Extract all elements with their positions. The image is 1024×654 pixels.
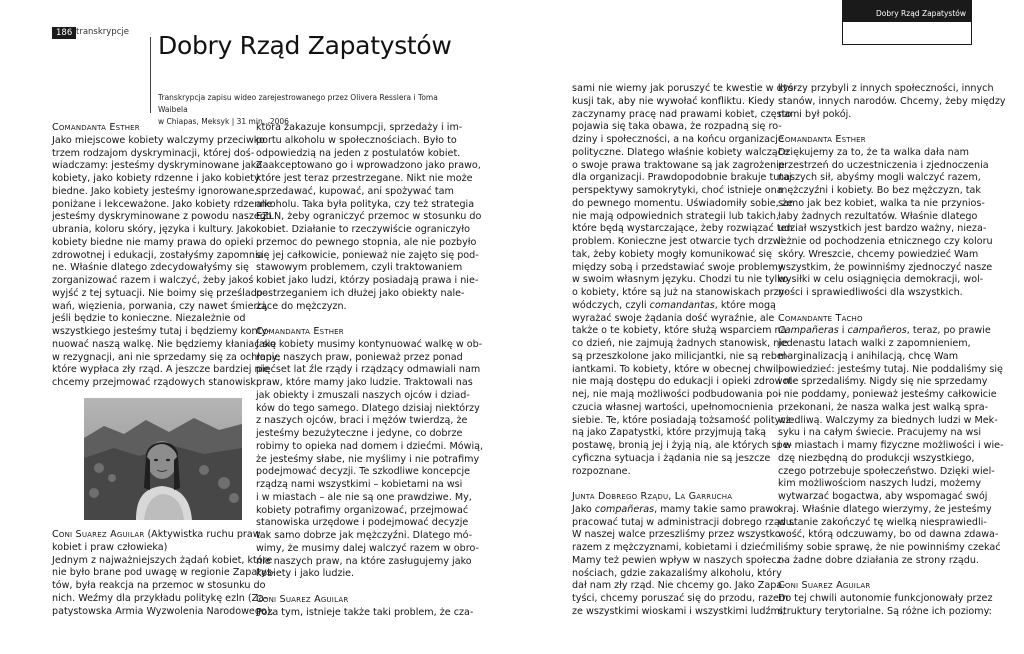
text-line: alkoholu. Taka była polityka, czy też strategia bbox=[256, 198, 475, 210]
text-line: dzę niezbędną do produkcji wszystkiego, bbox=[778, 452, 975, 464]
spacer bbox=[778, 300, 1006, 313]
text-line: nościach, gdzie zakazaliśmy alkoholu, który bbox=[572, 567, 782, 579]
text-line: tyści, chcemy poruszać się do przodu, razem bbox=[572, 593, 789, 604]
text-line: i w miastach i mamy fizyczne możliwości i wie- bbox=[778, 440, 1004, 451]
text-line: siebie. Te, które posiadają tożsamość politycz- bbox=[572, 414, 795, 426]
text-line: odpowiedzią na jeden z postulatów kobiet. bbox=[256, 147, 461, 159]
text-run: wódczych, czyli bbox=[572, 299, 650, 311]
text-line: kim możliwościom naszych ludzi, możemy bbox=[778, 478, 982, 490]
text-run: , teraz, po prawie bbox=[906, 325, 991, 337]
text-line: przekonani, że nasza walka jest walką spra- bbox=[778, 401, 989, 413]
text-line: się jej całkowicie, ponieważ nie zajęto się pod- bbox=[256, 249, 479, 261]
text-line: jedenastu latach walki z zapomnieniem, bbox=[778, 338, 971, 349]
text-line: stanowiska urzędowe i podejmować decyzje bbox=[256, 517, 469, 529]
header-box bbox=[842, 22, 972, 45]
italic-term: Campañeras bbox=[778, 325, 839, 337]
text-line: perspektywy samokrytyki, choć istnieje ona bbox=[572, 185, 783, 196]
meta-line: w Chiapas, Meksyk | 31 min., 2006 bbox=[158, 117, 289, 126]
text-line: czucia własnej wartości, upełnomocnienia bbox=[572, 401, 774, 413]
speaker-heading: Comandanta Esther bbox=[52, 122, 140, 133]
text-line: leżnie od pochodzenia etnicznego czy koloru bbox=[778, 236, 993, 247]
text-line: biedne. Jako kobiety jesteśmy ignorowane, bbox=[52, 185, 258, 197]
text-line: wiedliwą. Walczymy za biednych ludzi w Mek- bbox=[778, 414, 998, 426]
text-line: Jako kobiety musimy kontynuować walkę w ob- bbox=[256, 338, 483, 350]
text-line: kobiet i praw człowieka) bbox=[52, 541, 168, 553]
text-line: które będą wystarczające, żeby rozwiązać ten bbox=[572, 223, 793, 235]
text-line bbox=[778, 325, 1006, 338]
section-label: transkrypcje bbox=[76, 27, 129, 37]
text-line: nie naszych praw, na które zasługujemy jako bbox=[256, 555, 472, 567]
text-line: w rezygnacji, ani nie sprzedamy się za ochłapy, bbox=[52, 351, 281, 363]
speaker-role: (Aktywistka ruchu praw bbox=[144, 529, 261, 540]
italic-term: compañeras bbox=[594, 503, 655, 515]
speaker-heading: Comandante Tacho bbox=[778, 312, 863, 324]
text-run: Jako bbox=[572, 503, 595, 515]
text-line: cyficzna sytuacja i żądania nie są jeszcze bbox=[572, 452, 771, 464]
text-line: nami był pokój. bbox=[778, 108, 852, 120]
text-line: które jest teraz przestrzegane. Nikt nie może bbox=[256, 173, 473, 184]
text-line: patystowska Armia Wyzwolenia Narodowego), bbox=[52, 605, 274, 617]
text-line: Do tej chwili autonomie funkcjonowały przez bbox=[778, 593, 993, 604]
text-line: do pewnego momentu. Uświadomiły sobie, że bbox=[572, 197, 793, 209]
text-line: pracować tutaj w administracji dobrego rządu. bbox=[572, 516, 795, 528]
text-line: trzem rodzajom dyskryminacji, której doś- bbox=[52, 147, 255, 159]
text-line: kobiety potrafimy organizować, przejmować bbox=[256, 504, 469, 516]
text-line: kobiety biedne nie mamy prawa do opieki bbox=[52, 236, 254, 248]
text-line: która zakazuje konsumpcji, sprzedaży i im- bbox=[256, 122, 463, 133]
text-line: naszych sił, abyśmy mogli walczyć razem, bbox=[778, 172, 981, 184]
text-line: przestrzeń do uczestniczenia i zjednoczenia bbox=[778, 159, 989, 171]
text-line: stawowym problemem, czyli traktowaniem bbox=[256, 262, 463, 274]
title-rule bbox=[150, 37, 151, 113]
text-line: Jednym z najważniejszych żądań kobiet, które bbox=[52, 554, 273, 566]
text-line: dla organizacji. Prawdopodobnie brakuje tutaj bbox=[572, 172, 792, 184]
spacer bbox=[778, 121, 1006, 134]
text-line: skóry. Wreszcie, chcemy powiedzieć Wam bbox=[778, 248, 979, 260]
text-line: kobiet jako ludzi, którzy posiadają prawa i nie- bbox=[256, 275, 479, 286]
text-column-1 bbox=[52, 122, 281, 390]
text-line: nie było brane pod uwagę w regionie Zapatys- bbox=[52, 567, 276, 579]
text-line: nuować naszą walkę. Nie będziemy kłaniać się bbox=[52, 338, 277, 350]
text-line: struktury terytorialne. Są różne ich poziomy: bbox=[778, 605, 992, 617]
text-line: wytwarzać bogactwa, aby wspomagać swój bbox=[778, 491, 988, 502]
text-line: ubrania, koloru skóry, języka i kultury. Jako bbox=[52, 224, 257, 235]
text-line: razem z mężczyznami, kobietami i dziećmi. bbox=[572, 542, 781, 553]
text-line: jeśli będzie to konieczne. Niezależnie od bbox=[52, 313, 246, 325]
text-line bbox=[572, 300, 797, 313]
text-line: tów, była reakcja na przemoc w stosunku do bbox=[52, 580, 266, 591]
text-line: o kobiety, które są już na stanowiskach przy- bbox=[572, 287, 788, 298]
text-line: wań, więzienia, porwania, czy nawet śmierci, bbox=[52, 300, 269, 312]
text-line: samo jak bez kobiet, walka ta nie przynios- bbox=[778, 197, 985, 209]
text-line: i w miastach – ale nie są one prawdziwe. My, bbox=[256, 491, 472, 503]
text-line: W naszej walce przeszliśmy przez wszystko bbox=[572, 529, 781, 541]
text-line: Zaakceptowano go i wprowadzono jako prawo, bbox=[256, 160, 481, 172]
page-number: 186 bbox=[52, 27, 76, 39]
text-line: kusji tak, aby nie wywołać konfliktu. Kiedy bbox=[572, 95, 775, 107]
text-line: chcemy przejmować rządowych stanowisk. bbox=[52, 377, 259, 388]
text-line: na żadne dobre działania ze strony rządu. bbox=[778, 554, 979, 566]
spacer bbox=[256, 581, 483, 594]
text-line: problem. Konieczne jest otwarcie tych drzwi bbox=[572, 236, 784, 247]
text-line: ronie naszych praw, ponieważ przez ponad bbox=[256, 351, 463, 363]
text-line: wyrażać swoje żądania dość wyraźnie, ale bbox=[572, 312, 775, 324]
text-line: udział wszystkich jest bardzo ważny, nieza- bbox=[778, 223, 987, 235]
text-column-1-continued bbox=[52, 529, 275, 618]
italic-term: campañeros bbox=[847, 325, 907, 337]
text-line: zaczynamy pracę nad prawami kobiet, często bbox=[572, 108, 792, 120]
text-line: iantkami. To kobiety, które w obecnej chwili bbox=[572, 363, 781, 375]
text-line: pojawia się taka obawa, że rozpadną się ro- bbox=[572, 121, 782, 133]
text-line: marginalizacją i anihilacją, chcę Wam bbox=[778, 350, 959, 362]
text-line: między sobą i przedstawiać swoje problemy bbox=[572, 261, 784, 273]
text-line: wyjść z tej sytuacji. Nie boimy się prześlado- bbox=[52, 287, 267, 299]
text-line: ków do tego samego. Dlatego dzisiaj niektórzy bbox=[256, 402, 480, 414]
meta-line: Transkrypcja zapisu wideo zarejestrowanego przez Olivera Resslera i Toma Waibela bbox=[158, 93, 438, 114]
speaker-heading: Coni Suarez Aguilar bbox=[256, 593, 349, 605]
text-line: postawę, bronią jej i żyją nią, ale których spe- bbox=[572, 440, 793, 451]
text-line: rozpoznane. bbox=[572, 465, 631, 477]
text-line: łaby żadnych rezultatów. Właśnie dlatego bbox=[778, 210, 978, 222]
text-run: , które mogą bbox=[714, 299, 776, 311]
text-run: i bbox=[838, 325, 848, 337]
text-line: wszystkiego jesteśmy tutaj i będziemy konty- bbox=[52, 326, 271, 337]
text-line: także o te kobiety, które służą wsparciem na bbox=[572, 325, 787, 337]
text-line: powiedzieć: jesteśmy tutaj. Nie poddaliśmy się bbox=[778, 363, 1003, 375]
text-line: jak obiekty i zmuszali naszych ojców i dziad- bbox=[256, 389, 470, 401]
spacer bbox=[256, 313, 483, 326]
text-line: EZLN, żeby ograniczyć przemoc w stosunku do bbox=[256, 211, 482, 223]
text-line: praw, które mamy jako ludzie. Traktowali nas bbox=[256, 377, 473, 388]
spacer bbox=[778, 568, 1006, 581]
text-line: którzy przybyli z innych społeczności, innych bbox=[778, 83, 994, 94]
text-column-4 bbox=[778, 83, 1006, 619]
text-line: i nie sprzedaliśmy. Nigdy się nie sprzedamy bbox=[778, 376, 988, 388]
text-line: rządzą nami wszystkimi – kobietami na wsi bbox=[256, 479, 463, 490]
speaker-heading: Coni Suarez Aguilar bbox=[778, 580, 871, 592]
text-line: dziny i społeczności, a na końcu organizacje bbox=[572, 134, 784, 145]
page-title: Dobry Rząd Zapatystów bbox=[158, 31, 452, 60]
text-line: które wypłaca zły rząd. A jeszcze bardziej nie bbox=[52, 364, 270, 376]
text-line: liśmy sobie sprawę, że nie powinniśmy czekać bbox=[778, 542, 1001, 553]
text-line: podejmować decyzji. Te szkodliwe koncepcje bbox=[256, 466, 471, 478]
text-line: Mamy też pewien wpływ w naszych społecz- bbox=[572, 554, 786, 566]
text-line: portu alkoholu w społecznościach. Było to bbox=[256, 134, 457, 146]
text-line: o swoje prawa traktowane są jak zagrożenie bbox=[572, 159, 785, 171]
text-line: są przeszkolone jako milicjantki, nie są rebel- bbox=[572, 350, 789, 362]
text-line: sprzedawać, kupować, ani spożywać tam bbox=[256, 185, 454, 197]
text-line: kraj. Właśnie dlatego wierzymy, że jesteśmy bbox=[778, 503, 992, 515]
text-line: ności i sprawiedliwości dla wszystkich. bbox=[778, 287, 963, 298]
text-line: ną jako Zapatystki, które przyjmują taką bbox=[572, 427, 767, 439]
text-line: tak samo dobrze jak mężczyźni. Dlatego mó- bbox=[256, 530, 473, 541]
text-line: w swoim własnym języku. Chodzi tu nie tylko bbox=[572, 274, 789, 286]
text-line: nie mają odpowiednich strategii lub takich, bbox=[572, 210, 779, 222]
text-line: mężczyźni i kobiety. Bo bez mężczyzn, tak bbox=[778, 185, 981, 196]
text-run: , mamy takie samo prawo bbox=[654, 503, 780, 515]
text-line: że jesteśmy słabe, nie myślimy i nie potrafimy bbox=[256, 453, 480, 465]
woman-portrait-photo bbox=[84, 398, 242, 520]
text-line: stanów, innych narodów. Chcemy, żeby między bbox=[778, 95, 1006, 107]
running-title: Dobry Rząd Zapatystów bbox=[842, 0, 972, 22]
italic-term: comandantas bbox=[649, 299, 715, 311]
text-line bbox=[52, 529, 275, 542]
spacer bbox=[572, 478, 797, 491]
text-line: wysiłki w celu osiągnięcia demokracji, wol- bbox=[778, 274, 984, 286]
text-line: ze wszystkimi wioskami i wszystkimi ludźmi, bbox=[572, 605, 786, 617]
text-line: jesteśmy dyskryminowane z powodu naszego bbox=[52, 211, 272, 223]
text-column-3 bbox=[572, 83, 797, 619]
speaker-heading: Junta Dobrego Rządu, La Garrucha bbox=[572, 491, 733, 502]
photo-image bbox=[84, 398, 242, 520]
text-line: Poza tym, istnieje także taki problem, że cza- bbox=[256, 606, 474, 618]
text-line: nich. Weźmy dla przykładu politykę ezln (Za- bbox=[52, 592, 268, 604]
text-line: żące do mężczyzn. bbox=[256, 300, 347, 312]
text-line: przemoc do pewnego stopnia, ale nie pozbyło bbox=[256, 236, 477, 248]
text-line: postrzeganiem ich dłużej jako obiekty nale- bbox=[256, 287, 465, 299]
text-line: wszystkim, że powinniśmy zjednoczyć nasze bbox=[778, 261, 993, 273]
text-line: ne. Właśnie dlatego zdecydowałyśmy się bbox=[52, 262, 249, 274]
text-line: tak, żeby kobiety mogły komunikować się bbox=[572, 248, 772, 260]
text-line: nej, nie mają możliwości podbudowania po- bbox=[572, 389, 782, 400]
text-line bbox=[572, 504, 797, 517]
text-column-2 bbox=[256, 122, 483, 619]
speaker-heading: Comandanta Esther bbox=[778, 134, 866, 145]
text-line: zdrowotnej i edukacji, zostałyśmy zapomnia- bbox=[52, 249, 267, 261]
text-line: czego potrzebuje społeczeństwo. Dzięki wiel- bbox=[778, 465, 995, 477]
text-line: wimy, że musimy dalej walczyć razem w obro- bbox=[256, 542, 479, 554]
text-line: pięćset lat źle rządy i rządzący odmawiali nam bbox=[256, 364, 481, 376]
text-line: i nie poddamy, ponieważ jesteśmy całkowicie bbox=[778, 389, 997, 400]
speaker-heading: Comandanta Esther bbox=[256, 326, 344, 337]
text-line: kobiet. Działanie to rzeczywiście ograniczyło bbox=[256, 224, 470, 235]
text-line: syku i na całym świecie. Pracujemy na wsi bbox=[778, 427, 982, 439]
text-line: kobiety i jako ludzie. bbox=[256, 568, 355, 580]
text-line: poniżane i lekceważone. Jako kobiety rdzenne bbox=[52, 198, 273, 210]
text-line: w stanie zakończyć tę wielką niesprawiedli- bbox=[778, 516, 987, 528]
text-line: nie mają dostępu do edukacji i opieki zdrowot- bbox=[572, 376, 796, 388]
text-line: Jako miejscowe kobiety walczymy przeciwko bbox=[52, 134, 265, 146]
text-line: kobiety, jako kobiety rdzenne i jako kobiety bbox=[52, 173, 260, 184]
text-line: wość, którą odczuwamy, bo od dawna zdawa- bbox=[778, 529, 999, 541]
text-line: wiadczamy: jesteśmy dyskryminowane jako bbox=[52, 160, 262, 172]
text-line: zorganizować razem i walczyć, żeby jakoś bbox=[52, 275, 254, 286]
text-line: jesteśmy bezużyteczne i jedyne, co dobrze bbox=[256, 428, 463, 439]
text-line: sami nie wiemy jak poruszyć te kwestie w dys- bbox=[572, 83, 797, 94]
text-line: Dziękujemy za to, że ta walka dała nam bbox=[778, 146, 969, 158]
text-line: z naszych ojców, braci i mężów twierdzą, że bbox=[256, 415, 468, 427]
text-line: robimy to opieka nad domem i dziećmi. Mówią, bbox=[256, 440, 484, 452]
text-line: dał nam zły rząd. Nie chcemy go. Jako Zapa- bbox=[572, 580, 786, 592]
speaker-heading: Coni Suarez Aguilar bbox=[52, 529, 145, 540]
text-line: co dzień, nie zajmują żadnych stanowisk, nie bbox=[572, 338, 788, 349]
text-line: polityczne. Dlatego właśnie kobiety walczące bbox=[572, 146, 789, 158]
